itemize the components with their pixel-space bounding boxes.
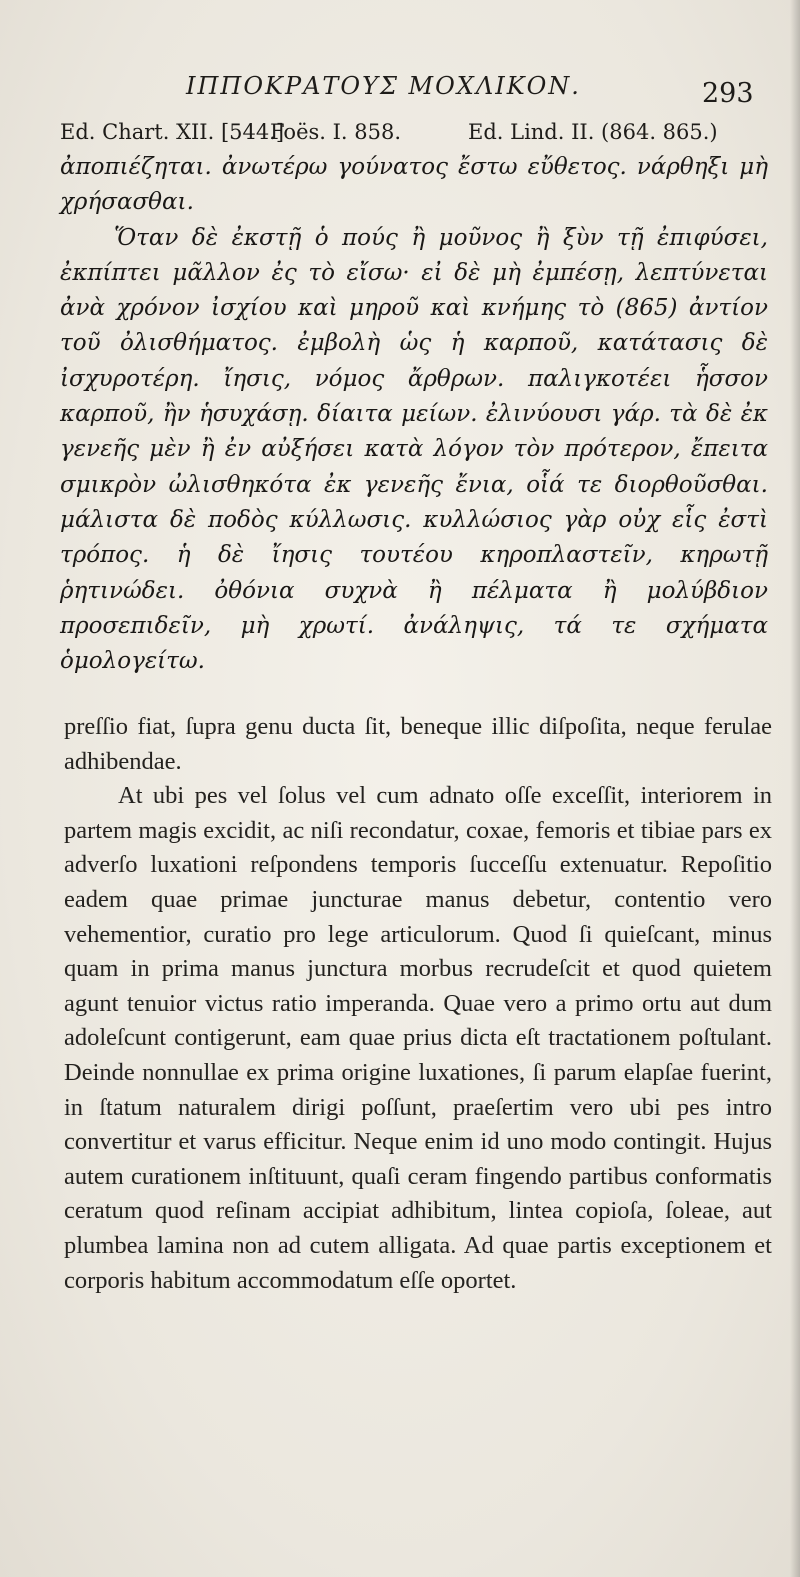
latin-continuation: preſſio fiat, ſupra genu ducta ſit, beneque illic diſpoſita, neque ferulae adhibendae. bbox=[64, 713, 772, 775]
edition-ref-chart: Ed. Chart. XII. [544.] bbox=[60, 120, 285, 144]
latin-text-block bbox=[64, 710, 772, 1298]
edition-ref-lind: Ed. Lind. II. (864. 865.) bbox=[468, 120, 718, 144]
page-edge-shadow bbox=[790, 0, 800, 1577]
latin-paragraph: At ubi pes vel ſolus vel cum adnato oſſe exceſſit, interiorem in partem magis excidit, ac niſi recondatur, coxae, femoris et tibiae pars ex adverſo luxationi reſpondens temporis ſucceſſu extenuatur. Repoſitio eadem quae primae juncturae manus debetur, contentio vero vehementior, curatio pro lege articulorum. Quod ſi quieſcant, minus quam in prima manus junctura morbus recrudeſcit et quod quietem agunt tenuior victus ratio imperanda. Quae vero a primo ortu aut dum adoleſcunt contigerunt, eam quae prius dicta eſt tractationem poſtulant. Deinde nonnullae ex prima origine luxationes, ſi parum elapſae fuerint, in ſtatum naturalem dirigi poſſunt, praeſertim vero ubi pes intro convertitur et varus efficitur. Neque enim id uno modo contingit. Hujus autem curationem inſtituunt, quaſi ceram fingendo partibus conformatis ceratum quod reſinam accipiat adhibitum, lintea copioſa, ſoleae, aut plumbea lamina non ad cutem alligata. Ad quae partis exceptionem et corporis habitum accommodatum eſſe oportet. bbox=[64, 782, 772, 1294]
greek-text-block bbox=[60, 150, 768, 679]
greek-paragraph: Ὅταν δὲ ἐκστῇ ὁ πούς ἢ μοῦνος ἢ ξὺν τῇ ἐπιφύσει, ἐκπίπτει μᾶλλον ἐς τὸ εἴσω· εἰ δὲ μὴ ἐμπέσῃ, λεπτύνεται ἀνὰ χρόνον ἰσχίου καὶ μηροῦ καὶ κνήμης τὸ (865) ἀντίον τοῦ ὀλισθήματος. ἐμβολὴ ὡς ἡ καρποῦ, κατάτασις δὲ ἰσχυροτέρη. ἴησις, νόμος ἄρθρων. παλιγκοτέει ἧσσον καρποῦ, ἢν ἡσυχάσῃ. δίαιτα μείων. ἐλινύουσι γάρ. τὰ δὲ ἐκ γενεῆς μὲν ἢ ἐν αὐξήσει κατὰ λόγον τὸν πρότερον, ἔπειτα σμικρὸν ὠλισθηκότα ἐκ γενεῆς ἔνια, οἷά τε διορθοῦσθαι. μάλιστα δὲ ποδὸς κύλλωσις. κυλλώσιος γὰρ οὐχ εἷς ἐστὶ τρόπος. ἡ δὲ ἴησις τουτέου κηροπλαστεῖν, κηρωτῇ ῥητινώδει. ὀθόνια συχνὰ ἢ πέλματα ἢ μολύβδιον προσεπιδεῖν, μὴ χρωτί. ἀνάληψις, τά τε σχήματα ὁμολογείτω. bbox=[60, 224, 768, 675]
page-number: 293 bbox=[702, 78, 754, 109]
running-title: ΙΠΠΟΚΡΑΤΟΥΣ ΜΟΧΛΙΚΟΝ. bbox=[186, 72, 581, 100]
edition-ref-foes: Foës. I. 858. bbox=[270, 120, 402, 144]
greek-continuation: ἀποπιέζηται. ἀνωτέρω γούνατος ἔστω εὔθετος. νάρθηξι μὴ χρήσασθαι. bbox=[60, 154, 768, 216]
